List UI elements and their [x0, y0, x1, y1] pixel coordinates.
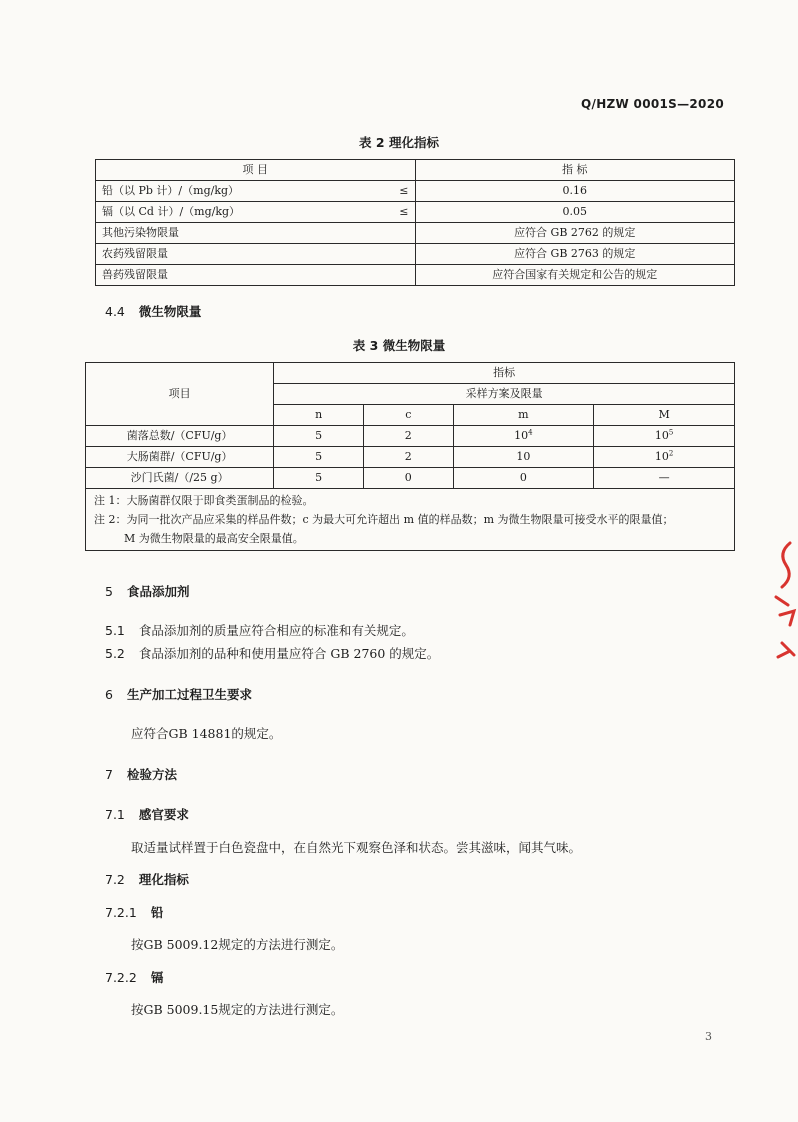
table-row	[96, 223, 735, 244]
cell-m	[453, 447, 594, 468]
row-item: 菌落总数/（CFU/g）	[86, 426, 274, 447]
table-header-row	[96, 160, 735, 181]
table-row	[96, 202, 735, 223]
header-indicator: 指标	[274, 363, 735, 384]
section-title: 检验方法	[126, 767, 177, 782]
section-7-1-heading	[105, 805, 189, 823]
exponent: 5	[668, 428, 674, 437]
table3-title: 表 3 微生物限量	[352, 338, 446, 353]
cell-n: 5	[274, 447, 364, 468]
note-2-continued: M 为微生物限量的最高安全限量值。	[124, 532, 304, 545]
section-number: 7.2.1	[105, 905, 137, 920]
col-c: c	[364, 405, 453, 426]
row-item: 兽药残留限量	[96, 265, 416, 286]
paragraph-text: 食品添加剂的质量应符合相应的标准和有关规定。	[138, 623, 414, 638]
cell-n: 5	[274, 468, 364, 489]
table2-title: 表 2 理化指标	[359, 135, 439, 150]
section-number: 7.1	[105, 807, 125, 822]
microbial-limits-table	[85, 362, 735, 551]
table-notes	[86, 489, 735, 551]
col-M: M	[594, 405, 735, 426]
cell-M	[594, 426, 735, 447]
table-row	[96, 265, 735, 286]
table-row	[96, 181, 735, 202]
row-item: 农药残留限量	[96, 244, 416, 265]
section-5-heading	[105, 582, 189, 600]
base: 10	[514, 429, 529, 442]
paragraph-5-2	[105, 644, 439, 662]
paragraph-text: 食品添加剂的品种和使用量应符合 GB 2760 的规定。	[138, 646, 440, 661]
note-2: 注 2：为同一批次产品应采集的样品件数；c 为最大可允许超出 m 值的样品数；m 为微生物限量可接受水平的限量值；	[94, 513, 674, 526]
section-title: 微生物限量	[138, 304, 202, 319]
table-row	[86, 426, 735, 447]
header-indicator: 指 标	[415, 160, 735, 181]
section-7-2-heading	[105, 870, 189, 888]
header-sampling-plan: 采样方案及限量	[274, 384, 735, 405]
cell-c: 0	[364, 468, 453, 489]
cell-M: —	[594, 468, 735, 489]
section-title: 食品添加剂	[126, 584, 190, 599]
col-m: m	[453, 405, 594, 426]
page-number: 3	[705, 1030, 712, 1043]
base: 10	[654, 429, 669, 442]
section-number: 7.2	[105, 872, 125, 887]
section-title: 感官要求	[138, 807, 189, 822]
section-title: 生产加工过程卫生要求	[126, 687, 252, 702]
exponent: 4	[528, 428, 533, 437]
note-1: 注 1：大肠菌群仅限于即食类蛋制品的检验。	[94, 494, 314, 507]
cell-n: 5	[274, 426, 364, 447]
base: 10	[516, 450, 531, 463]
table-row	[86, 447, 735, 468]
base: 10	[654, 450, 669, 463]
cell-m: 0	[453, 468, 594, 489]
row-symbol: ≤	[379, 202, 416, 223]
cell-c: 2	[364, 447, 453, 468]
paragraph-6: 应符合GB 14881的规定。	[131, 726, 282, 741]
section-number: 5.1	[105, 623, 125, 638]
table-row	[96, 244, 735, 265]
paragraph-7-1: 取适量试样置于白色瓷盘中，在自然光下观察色泽和状态。尝其滋味，闻其气味。	[131, 840, 582, 855]
cell-M	[594, 447, 735, 468]
section-7-2-1-heading	[105, 903, 163, 921]
row-value: 应符合 GB 2763 的规定	[415, 244, 735, 265]
section-number: 5	[105, 584, 113, 599]
row-value: 应符合国家有关规定和公告的规定	[415, 265, 735, 286]
paragraph-5-1	[105, 621, 414, 639]
document-code: Q/HZW 0001S—2020	[581, 97, 724, 111]
section-title: 理化指标	[138, 872, 189, 887]
section-title: 镉	[150, 970, 164, 985]
row-value: 应符合 GB 2762 的规定	[415, 223, 735, 244]
table-header-row	[86, 363, 735, 384]
red-seal-stamp-fragment	[760, 525, 798, 675]
col-n: n	[274, 405, 364, 426]
section-number: 4.4	[105, 304, 125, 319]
section-7-2-2-heading	[105, 968, 163, 986]
physicochemical-table	[95, 159, 735, 286]
cell-c: 2	[364, 426, 453, 447]
row-item: 其他污染物限量	[96, 223, 416, 244]
row-value: 0.16	[415, 181, 735, 202]
section-title: 铅	[150, 905, 164, 920]
header-item: 项目	[86, 363, 274, 426]
section-4-4-heading	[105, 302, 201, 320]
paragraph-7-2-1: 按GB 5009.12规定的方法进行测定。	[131, 937, 344, 952]
row-symbol: ≤	[379, 181, 416, 202]
section-6-heading	[105, 685, 252, 703]
paragraph-7-2-2: 按GB 5009.15规定的方法进行测定。	[131, 1002, 344, 1017]
section-number: 7	[105, 767, 113, 782]
row-item: 镉（以 Cd 计）/（mg/kg）	[96, 202, 379, 223]
row-item: 大肠菌群/（CFU/g）	[86, 447, 274, 468]
row-item: 铅（以 Pb 计）/（mg/kg）	[96, 181, 379, 202]
cell-m	[453, 426, 594, 447]
table-notes-row	[86, 489, 735, 551]
row-value: 0.05	[415, 202, 735, 223]
table-row	[86, 468, 735, 489]
exponent: 2	[668, 449, 674, 458]
section-number: 5.2	[105, 646, 125, 661]
header-item: 项 目	[96, 160, 416, 181]
section-7-heading	[105, 765, 177, 783]
section-number: 6	[105, 687, 113, 702]
section-number: 7.2.2	[105, 970, 137, 985]
row-item: 沙门氏菌/（/25 g）	[86, 468, 274, 489]
